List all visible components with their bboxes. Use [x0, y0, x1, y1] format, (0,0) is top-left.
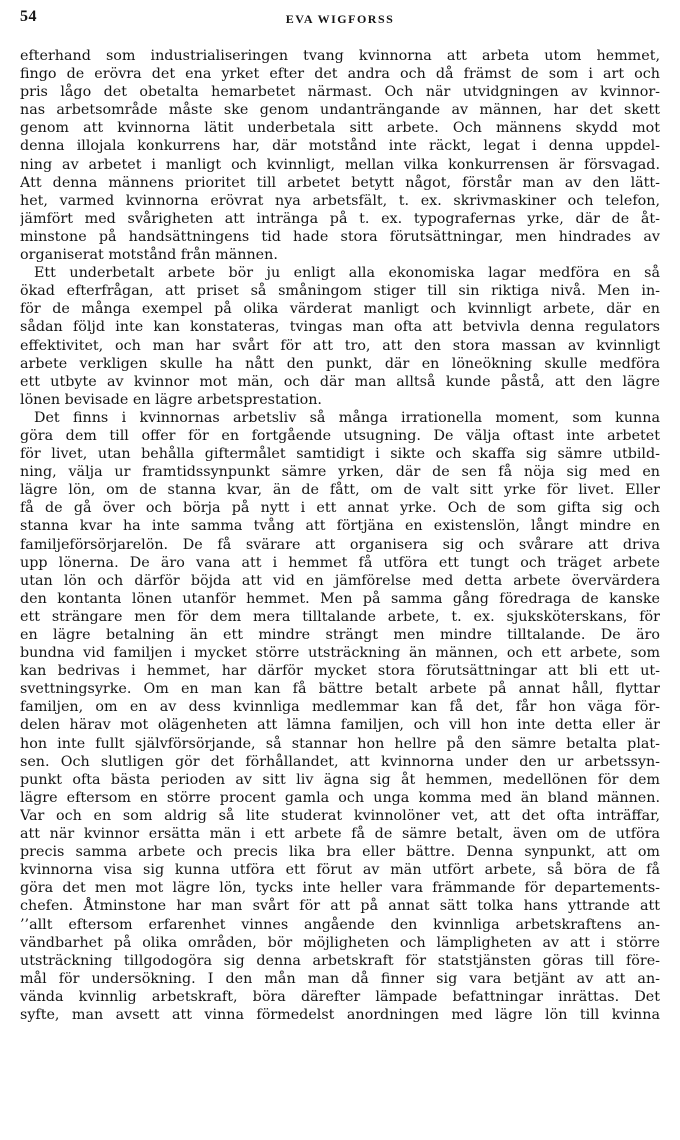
text-line: stanna kvar ha inte samma tvång att förtjäna en existenslön, långt mindre en [20, 518, 660, 535]
text-line: lönen bevisade en lägre arbetsprestation. [20, 391, 322, 408]
text-line: kan bedrivas i hemmet, har därför mycket stora förutsättningar att bli ett ut- [20, 663, 660, 680]
text-line: syfte, man avsett att vinna förmedelst anordningen med lägre lön till kvinna [20, 1006, 660, 1023]
text-line: precis samma arbete och precis lika bra eller bättre. Denna synpunkt, att om [20, 844, 660, 861]
text-line: ’’allt eftersom erfarenhet vinnes angående den kvinnliga arbetskraftens an- [20, 916, 660, 933]
paragraph [20, 47, 660, 264]
text-line: en lägre betalning än ett mindre strängt men mindre tilltalande. De äro [20, 627, 660, 643]
text-line: effektivitet, och man har svårt för att tro, att den stora massan av kvinnligt [20, 337, 660, 354]
text-line: utsträckning tillgodogöra sig denna arbetskraft för statstjänsten göras till före- [20, 952, 660, 969]
text-line: ett strängare men för dem mera tilltalande arbete, t. ex. sjuksköterskans, för [20, 608, 660, 625]
text-line: kvinnorna visa sig kunna utföra ett förut av män utfört arbete, så böra de få [20, 862, 660, 879]
text-line: efterhand som industrialiseringen tvang kvinnorna att arbeta utom hemmet, [20, 48, 660, 64]
text-line: lägre eftersom en större procent gamla och unga komma med än bland männen. [20, 789, 660, 806]
text-line: utan lön och därför böjda att vid en jämförelse med detta arbete övervärdera [20, 572, 660, 589]
text-line: för de många exempel på olika värderat manligt och kvinnligt arbete, där en [20, 301, 660, 318]
text-line: upp lönerna. De äro vana att i hemmet få utföra ett tungt och träget arbete [20, 554, 660, 571]
text-line: få de gå över och börja på nytt i ett annat yrke. Och de som gifta sig och [20, 500, 660, 517]
text-line: delen härav mot olägenheten att lämna familjen, och vill hon inte detta eller är [20, 717, 660, 734]
text-line: Det finns i kvinnornas arbetsliv så många irrationella moment, som kunna [34, 409, 660, 426]
text-line: den kontanta lönen utanför hemmet. Men på samma gång föredraga de kanske [20, 590, 660, 607]
text-line: ning av arbetet i manligt och kvinnligt, mellan vilka konkurrensen är försvagad. [20, 156, 660, 173]
text-line: hon inte fullt självförsörjande, så stannar hon hellre på den sämre betalta plat- [20, 735, 660, 752]
text-line: göra det men mot lägre lön, tycks inte heller vara främmande för departements- [20, 880, 660, 897]
text-line: punkt ofta bästa perioden av sitt liv ägna sig åt hemmen, medellönen för dem [20, 771, 660, 788]
paragraph [20, 264, 660, 409]
text-line: Att denna männens prioritet till arbetet betytt något, förstår man av den lätt- [20, 174, 660, 191]
text-line: denna illojala konkurrens har, där motstånd inte räckt, legat i denna uppdel- [20, 138, 660, 155]
text-line: het, varmed kvinnorna erövrat nya arbetsfält, t. ex. skrivmaskiner och telefon, [20, 192, 660, 209]
text-line: sen. Och slutligen gör det förhållandet, att kvinnorna under den ur arbetssyn- [20, 753, 660, 770]
text-line: ökad efterfrågan, att priset så småningom stiger till sin riktiga nivå. Men in- [20, 283, 660, 300]
page-number: 54 [20, 8, 37, 25]
text-line: för livet, utan behålla giftermålet samtidigt i sikte och skaffa sig sämre utbild- [20, 446, 660, 463]
text-line: ett utbyte av kvinnor mot män, och där man alltså kunde påstå, att den lägre [20, 373, 660, 390]
text-line: jämfört med svårigheten att intränga på t. ex. typografernas yrke, där de åt- [20, 210, 660, 227]
text-line: pris lågo det obetalta hemarbetet närmast. Och när utvidgningen av kvinnor- [20, 84, 660, 101]
text-line: svettningsyrke. Om en man kan få bättre betalt arbete på annat håll, flyttar [20, 681, 660, 698]
text-line: chefen. Åtminstone har man svårt för att på annat sätt tolka hans yttrande att [20, 898, 660, 915]
text-line: bundna vid familjen i mycket större utsträckning än männen, och ett arbete, som [20, 645, 660, 662]
text-line: genom att kvinnorna lätit underbetala sitt arbete. Och männens skydd mot [20, 120, 660, 137]
text-line: organiserat motstånd från männen. [20, 247, 278, 264]
text-line: mål för undersökning. I den mån man då finner sig vara betjänt av att an- [20, 970, 660, 987]
text-line: minstone på handsättningens tid hade stora förutsättningar, men hindrades av [20, 228, 660, 245]
text-line: arbete verkligen skulle ha nått den punkt, där en löneökning skulle medföra [20, 355, 660, 372]
text-line: vändbarhet på olika områden, bör möjligheten och lämpligheten av att i större [20, 934, 660, 951]
running-head: EVA WIGFORSS [285, 12, 395, 26]
text-line: familjen, om en av dess kvinnliga medlemmar kan få det, får hon väga för- [20, 699, 660, 716]
body-text [20, 47, 660, 1024]
text-line: göra dem till offer för en fortgående utsugning. De välja oftast inte arbetet [20, 427, 660, 444]
text-line: fingo de erövra det ena yrket efter det andra och då främst de som i art och [20, 66, 660, 83]
page-header [20, 8, 660, 34]
text-line: familjeförsörjarelön. De få svärare att organisera sig och svårare att driva [20, 536, 660, 553]
text-line: nas arbetsområde måste ske genom undanträngande av männen, har det skett [20, 102, 660, 119]
paragraph [20, 409, 660, 1024]
text-line: sådan följd inte kan konstateras, tvingas man ofta att betvivla denna regulators [20, 319, 660, 336]
text-line: lägre lön, om de stanna kvar, än de fått, om de valt sitt yrke för livet. Eller [20, 482, 660, 499]
text-line: att när kvinnor ersätta män i ett arbete få de sämre betalt, även om de utföra [20, 826, 660, 843]
text-line: vända kvinnlig arbetskraft, böra därefter lämpade befattningar inrättas. Det [20, 988, 660, 1005]
text-line: ning, välja ur framtidssynpunkt sämre yrken, där de sen få nöja sig med en [20, 464, 660, 481]
text-line: Ett underbetalt arbete bör ju enligt alla ekonomiska lagar medföra en så [34, 265, 660, 282]
text-line: Var och en som aldrig så lite studerat kvinnolöner vet, att det ofta inträffar, [20, 807, 660, 824]
